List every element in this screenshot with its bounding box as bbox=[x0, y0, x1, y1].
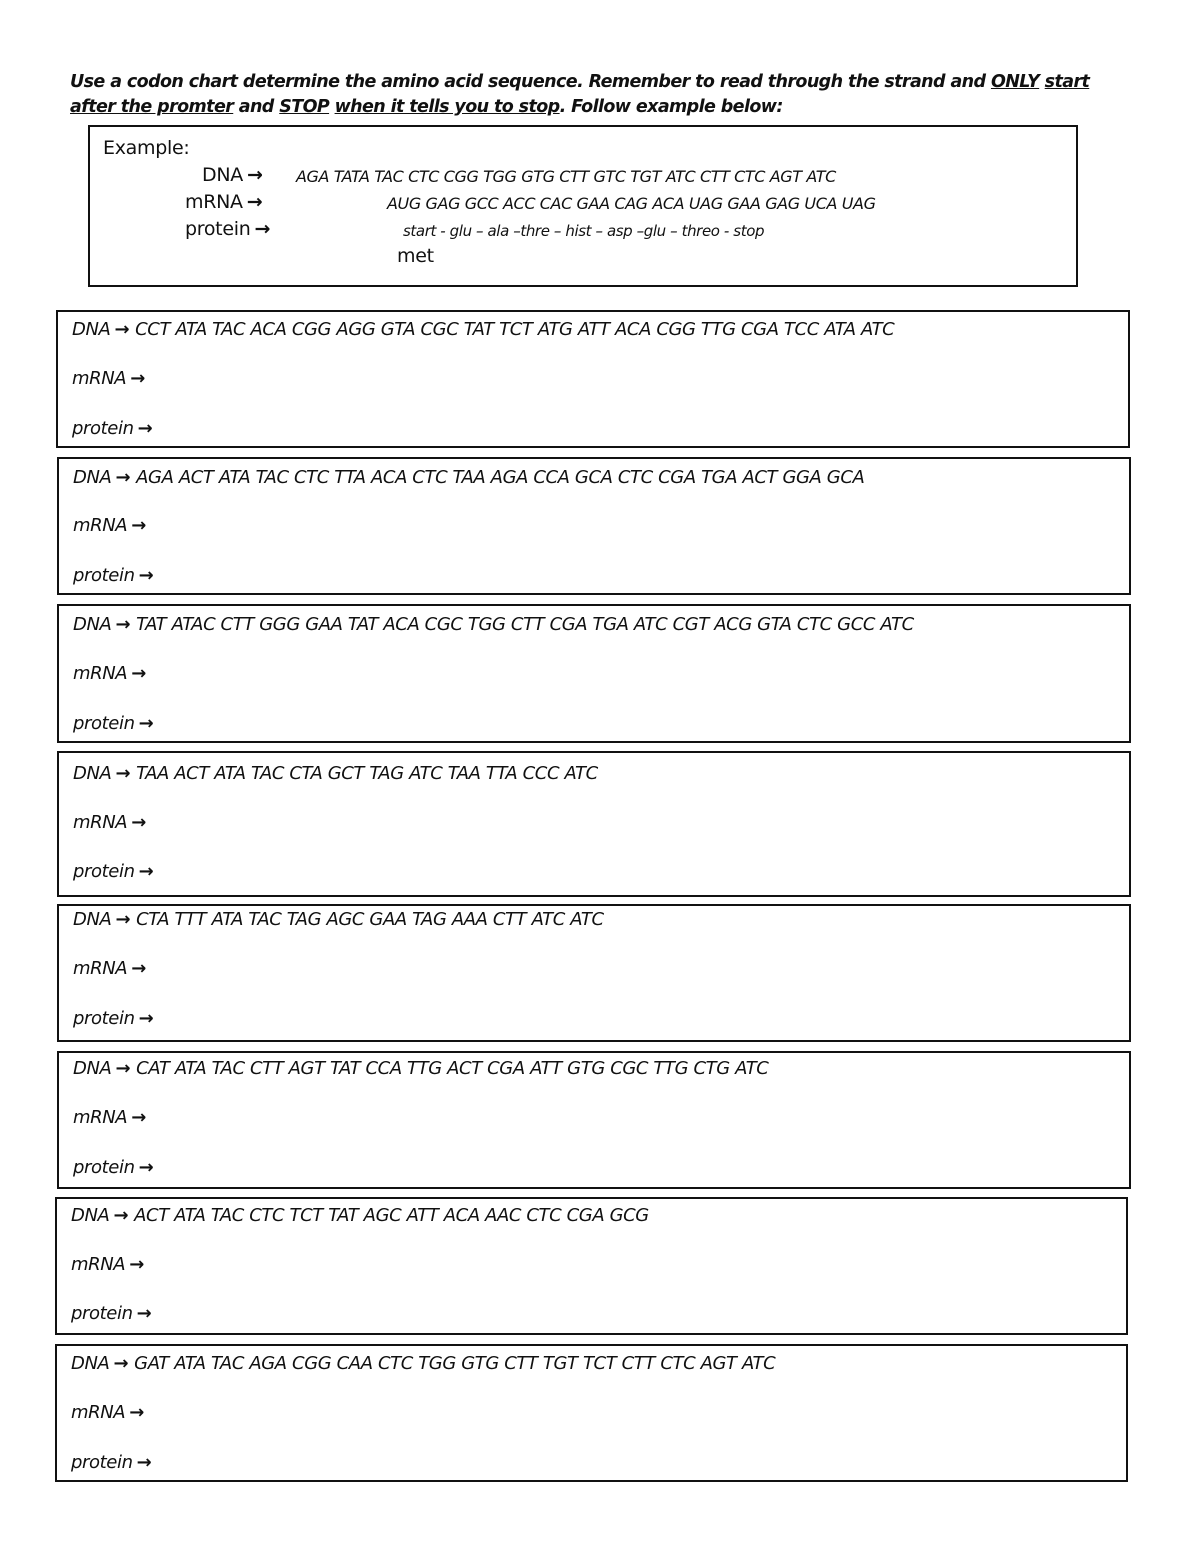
dna-sequence: ACT ATA TAC CTC TCT TAT AGC ATT ACA AAC CTC CGA GCG bbox=[134, 1205, 649, 1226]
protein-row[interactable]: protein → bbox=[73, 1157, 154, 1178]
mrna-row[interactable]: mRNA → bbox=[71, 1254, 144, 1275]
example-box bbox=[88, 125, 1078, 287]
arrow-icon: → bbox=[137, 418, 153, 439]
arrow-icon: → bbox=[129, 1402, 144, 1423]
example-protein-label: protein → bbox=[185, 218, 271, 240]
arrow-icon: → bbox=[115, 1058, 131, 1079]
arrow-icon: → bbox=[129, 1254, 144, 1275]
dna-sequence: CTA TTT ATA TAC TAG AGC GAA TAG AAA CTT ATC ATC bbox=[136, 909, 604, 930]
dna-row: DNA → GAT ATA TAC AGA CGG CAA CTC TGG GTG CTT TGT TCT CTT CTC AGT ATC bbox=[71, 1353, 776, 1374]
problem-box-3 bbox=[57, 604, 1131, 743]
dna-sequence: TAT ATAC CTT GGG GAA TAT ACA CGC TGG CTT CGA TGA ATC CGT ACG GTA CTC GCC ATC bbox=[136, 614, 914, 635]
arrow-icon: → bbox=[246, 164, 263, 186]
arrow-icon: → bbox=[131, 663, 146, 684]
instructions-text: Use a codon chart determine the amino acid sequence. Remember to read through the strand and bbox=[70, 72, 991, 92]
mrna-row[interactable]: mRNA → bbox=[73, 515, 146, 536]
dna-row: DNA → AGA ACT ATA TAC CTC TTA ACA CTC TAA AGA CCA GCA CTC CGA TGA ACT GGA GCA bbox=[73, 467, 865, 488]
protein-row[interactable]: protein → bbox=[71, 1303, 152, 1324]
dna-sequence: AGA ACT ATA TAC CTC TTA ACA CTC TAA AGA CCA GCA CTC CGA TGA ACT GGA GCA bbox=[136, 467, 865, 488]
problem-box-8 bbox=[55, 1344, 1128, 1482]
arrow-icon: → bbox=[113, 1205, 129, 1226]
dna-sequence: TAA ACT ATA TAC CTA GCT TAG ATC TAA TTA CCC ATC bbox=[136, 763, 598, 784]
problem-box-5 bbox=[57, 904, 1131, 1042]
mrna-row[interactable]: mRNA → bbox=[72, 368, 145, 389]
dna-sequence: CCT ATA TAC ACA CGG AGG GTA CGC TAT TCT ATG ATT ACA CGG TTG CGA TCC ATA ATC bbox=[135, 319, 895, 340]
protein-row[interactable]: protein → bbox=[73, 1008, 154, 1029]
example-title: Example: bbox=[103, 137, 190, 159]
dna-sequence: CAT ATA TAC CTT AGT TAT CCA TTG ACT CGA ATT GTG CGC TTG CTG ATC bbox=[136, 1058, 769, 1079]
dna-sequence: GAT ATA TAC AGA CGG CAA CTC TGG GTG CTT TGT TCT CTT CTC AGT ATC bbox=[134, 1353, 776, 1374]
example-protein-sequence: start - glu – ala –thre – hist – asp –glu – threo - stop bbox=[403, 222, 765, 240]
problem-box-4 bbox=[57, 751, 1131, 897]
arrow-icon: → bbox=[138, 1008, 154, 1029]
mrna-row[interactable]: mRNA → bbox=[71, 1402, 144, 1423]
arrow-icon: → bbox=[114, 319, 130, 340]
example-met: met bbox=[397, 245, 434, 267]
problem-box-6 bbox=[57, 1051, 1131, 1189]
protein-row[interactable]: protein → bbox=[72, 418, 153, 439]
arrow-icon: → bbox=[138, 1157, 154, 1178]
instructions-start-after: start after the promter bbox=[70, 72, 1090, 117]
arrow-icon: → bbox=[131, 515, 146, 536]
protein-row[interactable]: protein → bbox=[73, 861, 154, 882]
dna-row: DNA → TAA ACT ATA TAC CTA GCT TAG ATC TAA TTA CCC ATC bbox=[73, 763, 598, 784]
arrow-icon: → bbox=[254, 218, 271, 240]
problem-box-7 bbox=[55, 1197, 1128, 1335]
arrow-icon: → bbox=[131, 1107, 146, 1128]
arrow-icon: → bbox=[246, 191, 263, 213]
instructions-only: ONLY bbox=[990, 72, 1040, 92]
dna-row: DNA → TAT ATAC CTT GGG GAA TAT ACA CGC TGG CTT CGA TGA ATC CGT ACG GTA CTC GCC ATC bbox=[73, 614, 914, 635]
arrow-icon: → bbox=[136, 1452, 152, 1473]
mrna-row[interactable]: mRNA → bbox=[73, 1107, 146, 1128]
protein-row[interactable]: protein → bbox=[73, 713, 154, 734]
arrow-icon: → bbox=[131, 958, 146, 979]
protein-row[interactable]: protein → bbox=[73, 565, 154, 586]
problem-box-1 bbox=[56, 310, 1130, 448]
arrow-icon: → bbox=[115, 763, 131, 784]
arrow-icon: → bbox=[138, 565, 154, 586]
arrow-icon: → bbox=[113, 1353, 129, 1374]
arrow-icon: → bbox=[138, 861, 154, 882]
example-dna-sequence: AGA TATA TAC CTC CGG TGG GTG CTT GTC TGT ATC CTT CTC AGT ATC bbox=[296, 167, 836, 186]
example-mrna-sequence: AUG GAG GCC ACC CAC GAA CAG ACA UAG GAA GAG UCA UAG bbox=[387, 194, 876, 213]
arrow-icon: → bbox=[138, 713, 154, 734]
mrna-row[interactable]: mRNA → bbox=[73, 663, 146, 684]
mrna-row[interactable]: mRNA → bbox=[73, 958, 146, 979]
mrna-row[interactable]: mRNA → bbox=[73, 812, 146, 833]
dna-row: DNA → CAT ATA TAC CTT AGT TAT CCA TTG ACT CGA ATT GTG CGC TTG CTG ATC bbox=[73, 1058, 769, 1079]
arrow-icon: → bbox=[115, 614, 131, 635]
example-mrna-label: mRNA → bbox=[185, 191, 263, 213]
dna-row: DNA → CCT ATA TAC ACA CGG AGG GTA CGC TAT TCT ATG ATT ACA CGG TTG CGA TCC ATA ATC bbox=[72, 319, 895, 340]
arrow-icon: → bbox=[115, 467, 131, 488]
example-dna-label: DNA → bbox=[202, 164, 263, 186]
instructions-when: when it tells you to stop bbox=[334, 97, 560, 117]
arrow-icon: → bbox=[130, 368, 145, 389]
problem-box-2 bbox=[57, 457, 1131, 595]
dna-row: DNA → CTA TTT ATA TAC TAG AGC GAA TAG AAA CTT ATC ATC bbox=[73, 909, 604, 930]
dna-row: DNA → ACT ATA TAC CTC TCT TAT AGC ATT ACA AAC CTC CGA GCG bbox=[71, 1205, 649, 1226]
arrow-icon: → bbox=[136, 1303, 152, 1324]
instructions: Use a codon chart determine the amino acid sequence. Remember to read through the strand and ONLY start after the promter and STOP when it tells you to stop. Follow example below: bbox=[70, 72, 1090, 117]
protein-row[interactable]: protein → bbox=[71, 1452, 152, 1473]
arrow-icon: → bbox=[115, 909, 131, 930]
instructions-stop: STOP bbox=[279, 97, 330, 117]
arrow-icon: → bbox=[131, 812, 146, 833]
